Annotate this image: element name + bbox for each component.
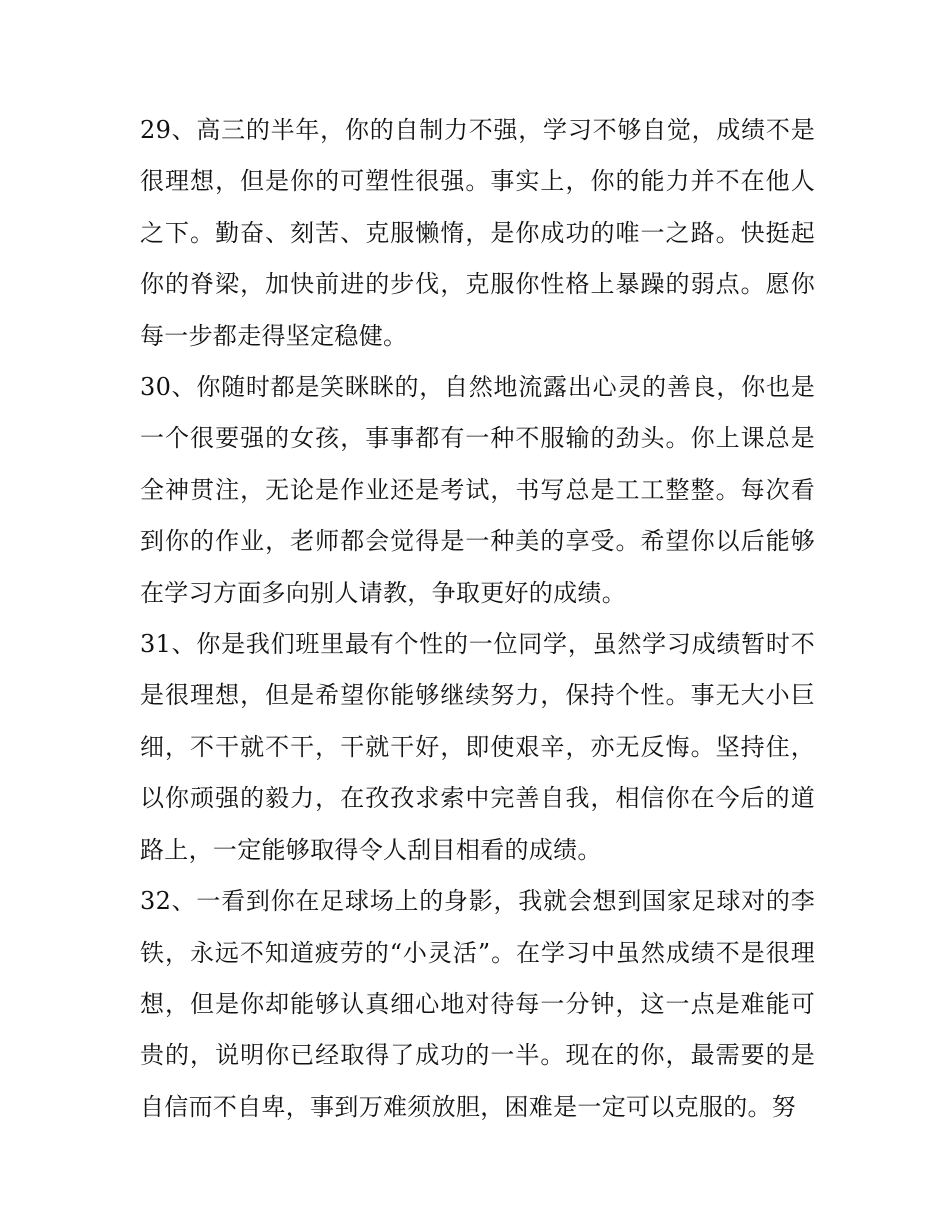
paragraph-31: 31、你是我们班里最有个性的一位同学，虽然学习成绩暂时不是很理想，但是希望你能够继续努力，保持个性。事无大小巨细，不干就不干，干就干好，即使艰辛，亦无反悔。坚持住，以你顽强的毅力，在孜孜求索中完善自我，相信你在今后的道路上，一定能够取得令人刮目相看的成绩。 — [140, 630, 815, 864]
paragraph-32: 32、一看到你在足球场上的身影，我就会想到国家足球对的李铁，永远不知道疲劳的“小灵活”。在学习中虽然成绩不是很理想，但是你却能够认真细心地对待每一分钟，这一点是难能可贵的，说明你已经取得了成功的一半。现在的你，最需要的是自信而不自卑，事到万难须放胆，困难是一定可以克服的。努 — [140, 887, 815, 1121]
document-body — [140, 105, 815, 1133]
paragraph-30: 30、你随时都是笑眯眯的，自然地流露出心灵的善良，你也是一个很要强的女孩，事事都有一种不服输的劲头。你上课总是全神贯注，无论是作业还是考试，书写总是工工整整。每次看到你的作业，老师都会觉得是一种美的享受。希望你以后能够在学习方面多向别人请教，争取更好的成绩。 — [140, 373, 815, 607]
paragraph-29: 29、高三的半年，你的自制力不强，学习不够自觉，成绩不是很理想，但是你的可塑性很强。事实上，你的能力并不在他人之下。勤奋、刻苦、克服懒惰，是你成功的唯一之路。快挺起你的脊梁，加快前进的步伐，克服你性格上暴躁的弱点。愿你每一步都走得坚定稳健。 — [140, 116, 815, 350]
